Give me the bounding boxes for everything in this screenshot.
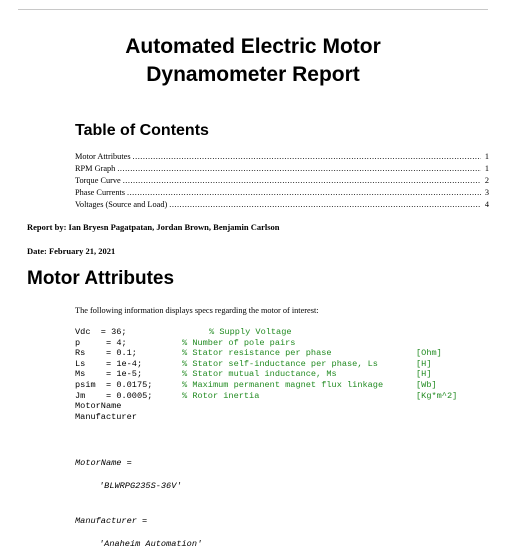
table-of-contents: [75, 151, 489, 211]
output-label-manufacturer: Manufacturer =: [75, 516, 148, 526]
toc-leader-dots: [133, 151, 481, 163]
code-line: [75, 327, 457, 338]
code-variable: Ls: [75, 358, 86, 369]
code-variable: p: [75, 337, 81, 348]
toc-heading: Table of Contents: [75, 122, 209, 139]
code-variable: Ms: [75, 369, 86, 380]
toc-entry[interactable]: [75, 199, 489, 211]
code-comment: % Number of pole pairs: [182, 337, 296, 348]
toc-entry-page: 3: [484, 188, 489, 197]
code-value: = 4;: [106, 337, 127, 348]
output-value-motorname: 'BLWRPG235S-36V': [99, 481, 182, 491]
code-variable: Jm: [75, 390, 86, 401]
code-value: = 0.0005;: [106, 390, 153, 401]
output-label-motorname: MotorName =: [75, 458, 132, 468]
toc-leader-dots: [127, 187, 481, 199]
code-statement: Vdc = 36;: [75, 327, 127, 337]
code-unit: [Wb]: [416, 379, 437, 390]
toc-entry-page: 2: [484, 176, 489, 185]
toc-leader-dots: [169, 199, 481, 211]
code-line: [75, 348, 457, 359]
code-unit: [H]: [416, 369, 432, 380]
section-intro: The following information displays specs regarding the motor of interest:: [75, 306, 319, 315]
toc-entry[interactable]: [75, 151, 489, 163]
title-line-2: Dynamometer Report: [146, 63, 360, 86]
code-value: = 1e-4;: [106, 358, 143, 369]
code-value: = 0.1;: [106, 348, 137, 359]
toc-leader-dots: [117, 163, 481, 175]
section-heading-motor-attributes: Motor Attributes: [27, 268, 175, 289]
title-line-1: Automated Electric Motor: [125, 35, 381, 58]
code-line: Manufacturer: [75, 411, 137, 422]
code-unit: [H]: [416, 358, 432, 369]
code-comment: % Maximum permanent magnet flux linkage: [182, 379, 384, 390]
code-line: [75, 380, 457, 391]
code-comment: % Supply Voltage: [209, 327, 292, 337]
report-date: Date: February 21, 2021: [27, 246, 116, 256]
toc-entry-label: Voltages (Source and Load): [75, 200, 168, 209]
report-title: [0, 33, 506, 89]
toc-entry-label: Torque Curve: [75, 176, 121, 185]
code-unit: [Kg*m^2]: [416, 390, 458, 401]
toc-entry[interactable]: [75, 187, 489, 199]
toc-entry-label: Phase Currents: [75, 188, 126, 197]
code-line: MotorName: [75, 401, 122, 412]
code-line: [75, 338, 457, 349]
code-comment: % Stator resistance per phase: [182, 348, 332, 359]
code-line: [75, 359, 457, 370]
code-variable: psim: [75, 379, 96, 390]
code-comment: % Rotor inertia: [182, 390, 260, 401]
toc-entry[interactable]: [75, 163, 489, 175]
toc-leader-dots: [123, 175, 481, 187]
output-value-manufacturer: 'Anaheim Automation': [99, 539, 203, 549]
authors-byline: Report by: Ian Bryesn Pagatpatan, Jordan Brown, Benjamin Carlson: [27, 222, 280, 232]
toc-entry-page: 1: [484, 164, 489, 173]
top-rule: [18, 9, 488, 10]
toc-entry-page: 4: [484, 200, 489, 209]
toc-entry-page: 1: [484, 152, 489, 161]
code-unit: [Ohm]: [416, 348, 442, 359]
code-line: [75, 391, 457, 402]
code-value: = 0.0175;: [106, 379, 153, 390]
code-comment: % Stator mutual inductance, Ms: [182, 369, 337, 380]
code-value: = 1e-5;: [106, 369, 143, 380]
code-comment: % Stator self-inductance per phase, Ls: [182, 358, 378, 369]
toc-entry-label: RPM Graph: [75, 164, 116, 173]
code-block: [75, 327, 457, 422]
toc-entry-label: Motor Attributes: [75, 152, 131, 161]
code-line: [75, 369, 457, 380]
toc-entry[interactable]: [75, 175, 489, 187]
code-variable: Rs: [75, 348, 86, 359]
